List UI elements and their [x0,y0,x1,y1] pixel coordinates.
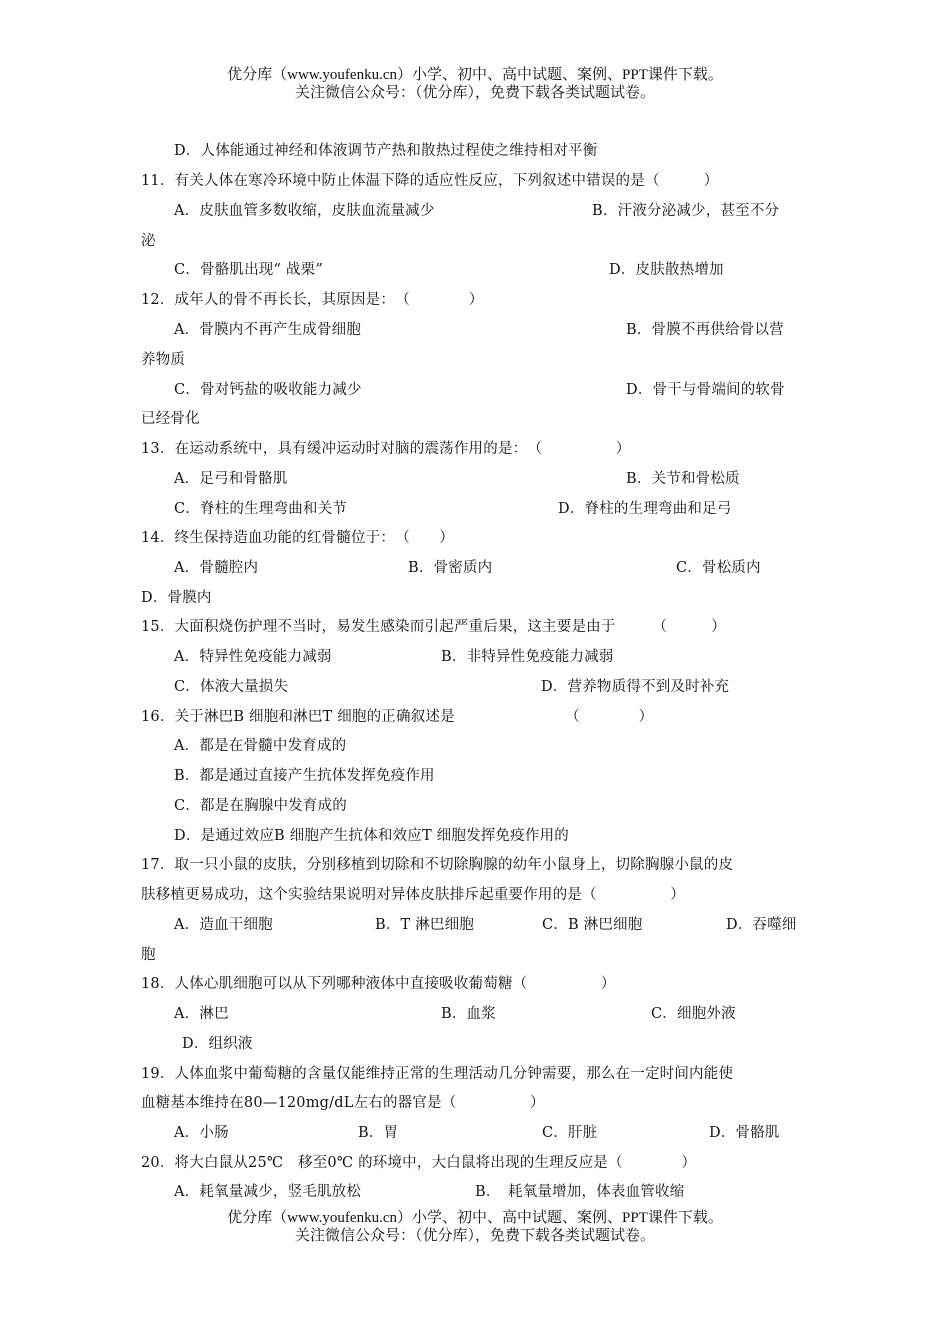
option-d: D．是通过效应B 细胞产生抗体和效应T 细胞发挥免疫作用的 [174,828,569,844]
option-c: C．骨松质内 [676,560,761,576]
page-footer [0,1209,950,1245]
option-c: C．脊柱的生理弯曲和关节 [174,501,347,517]
option-d: D．骨膜内 [141,590,212,606]
option-b: B． 耗氧量增加，体表血管收缩 [475,1184,685,1200]
option-b-continued: 泌 [141,233,156,249]
option-c: C．都是在胸腺中发育成的 [174,798,347,814]
option-d: D．人体能通过神经和体液调节产热和散热过程使之维持相对平衡 [174,143,598,159]
option-a: A．小肠 [174,1125,229,1141]
option-a: A．淋巴 [174,1006,229,1022]
question-stem-line-2: 肤移植更易成功，这个实验结果说明对异体皮肤排斥起重要作用的是（ ） [141,887,685,903]
question-stem: 16．关于淋巴B 细胞和淋巴T 细胞的正确叙述是 （ ） [141,709,654,725]
option-c: C．B 淋巴细胞 [542,917,643,933]
header-line-2: 关注微信公众号：（优分库），免费下载各类试题试卷。 [294,85,655,101]
option-c: C．体液大量损失 [174,679,289,695]
option-a: A．造血干细胞 [174,917,273,933]
option-a: A．都是在骨髓中发育成的 [174,738,347,754]
question-stem: 20．将大白鼠从25℃ 移至0℃ 的环境中，大白鼠将出现的生理反应是（ ） [141,1155,697,1171]
option-b: B．T 淋巴细胞 [375,917,475,933]
option-a: A．特异性免疫能力减弱 [174,649,332,665]
option-a: A．足弓和骨骼肌 [174,471,288,487]
option-b: B．骨膜不再供给骨以营 [626,322,784,338]
option-b: B．血浆 [441,1006,496,1022]
page-header [0,66,950,102]
question-stem: 11．有关人体在寒冷环境中防止体温下降的适应性反应，下列叙述中错误的是（ ） [141,173,719,189]
option-b: B．胃 [358,1125,399,1141]
option-a: A．耗氧量减少，竖毛肌放松 [174,1184,362,1200]
header-line-1: 优分库（www.youfenku.cn）小学、初中、高中试题、案例、PPT课件下载。 [227,67,723,83]
option-c: C．骨骼肌出现“ 战栗” [174,262,323,278]
option-d-continued: 胞 [141,947,156,963]
question-stem-line-1: 17．取一只小鼠的皮肤，分别移植到切除和不切除胸腺的幼年小鼠身上，切除胸腺小鼠的皮 [141,857,734,873]
option-b: B．关节和骨松质 [626,471,740,487]
question-stem: 12．成年人的骨不再长长，其原因是： （ ） [141,292,484,308]
option-d: D．吞噬细 [726,917,797,933]
option-b: B．骨密质内 [408,560,493,576]
option-d: D．骨骼肌 [709,1125,780,1141]
option-b: B．汗液分泌减少，甚至不分 [592,203,780,219]
option-c: C．骨对钙盐的吸收能力减少 [174,382,362,398]
option-d: D．组织液 [182,1036,253,1052]
question-stem: 18．人体心肌细胞可以从下列哪种液体中直接吸收葡萄糖（ ） [141,976,616,992]
question-stem: 14．终生保持造血功能的红骨髓位于： （ ） [141,530,455,546]
option-d: D．皮肤散热增加 [609,262,724,278]
option-d: D．营养物质得不到及时补充 [541,679,730,695]
option-b: B．非特异性免疫能力减弱 [441,649,614,665]
option-d-continued: 已经骨化 [141,411,200,427]
option-b: B．都是通过直接产生抗体发挥免疫作用 [174,768,435,784]
option-d: D．脊柱的生理弯曲和足弓 [558,501,732,517]
option-a: A．骨髓腔内 [174,560,259,576]
option-a: A．骨膜内不再产生成骨细胞 [174,322,362,338]
option-c: C．细胞外液 [651,1006,736,1022]
question-stem-line-1: 19．人体血浆中葡萄糖的含量仅能维持正常的生理活动几分钟需要，那么在一定时间内能使 [141,1066,734,1082]
option-a: A．皮肤血管多数收缩，皮肤血流量减少 [174,203,435,219]
question-stem: 15．大面积烧伤护理不当时，易发生感染而引起严重后果，这主要是由于 （ ） [141,619,726,635]
option-b-continued: 养物质 [141,352,186,368]
footer-line-1: 优分库（www.youfenku.cn）小学、初中、高中试题、案例、PPT课件下载。 [227,1210,723,1226]
question-stem-line-2: 血糖基本维持在80—120mg/dL左右的器官是（ ） [141,1095,545,1111]
option-d: D．骨干与骨端间的软骨 [626,382,785,398]
option-c: C．肝脏 [542,1125,598,1141]
footer-line-2: 关注微信公众号：（优分库），免费下载各类试题试卷。 [294,1228,655,1244]
question-stem: 13．在运动系统中，具有缓冲运动时对脑的震荡作用的是： （ ） [141,441,631,457]
